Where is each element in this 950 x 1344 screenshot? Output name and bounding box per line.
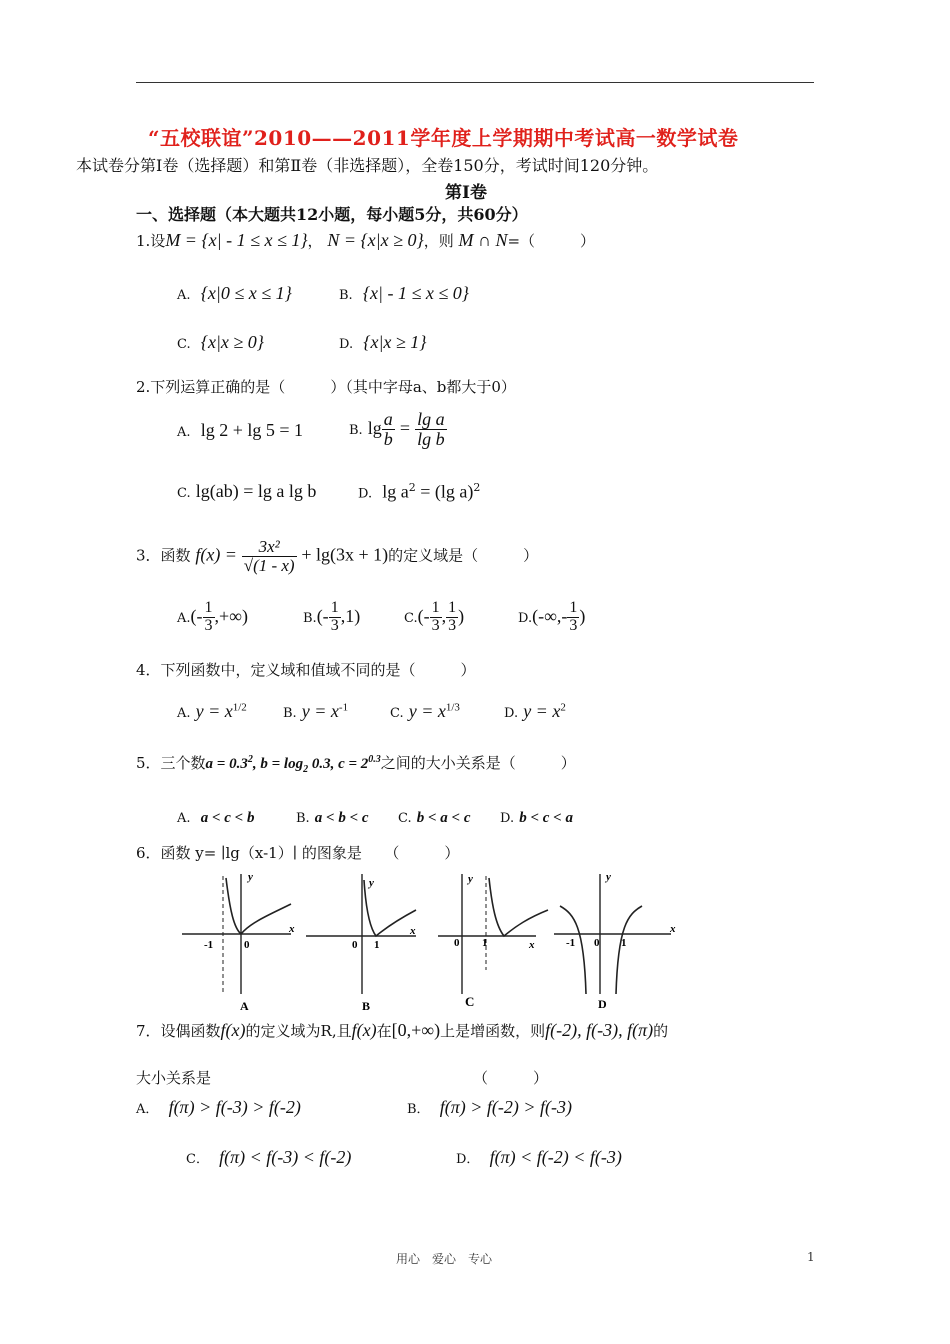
q2-option-d[interactable]: D. $\lg a^2 = (\lg$ a)$^2$ <box>358 481 481 502</box>
graph-c-tick-2: 1 <box>482 937 488 949</box>
graph-c-tick-1: 0 <box>454 937 460 949</box>
q7-option-b[interactable]: B． f(π) > f(-2) > f(-3) <box>407 1097 573 1117</box>
q3-option-b[interactable]: B.(- $\frac{1}{3}$ ,1) <box>303 599 361 634</box>
q7-option-d[interactable]: D． f(π) < f(-2) < f(-3) <box>456 1147 622 1167</box>
q4-option-a[interactable]: A. $y = x^{1/2}$ <box>177 701 247 721</box>
graph-a-y-label: y <box>248 871 253 883</box>
q5-stem: 5．三个数$a = 0.3^2$, $b = \log_2 0.3$, $c = 2^{0.3}$之间的大小关系是（ ） <box>136 754 576 775</box>
q7-answer-bracket: （ ） <box>473 1069 549 1087</box>
q6-graph-b[interactable] <box>306 874 416 1013</box>
graph-d-tick-1: -1 <box>566 937 576 949</box>
graph-c-x-label: x <box>529 939 535 951</box>
q3-option-c[interactable]: C.(- $\frac{1}{3}$ , $\frac{1}{3}$ ) <box>404 599 465 634</box>
graph-b-tick-2: 1 <box>374 939 380 951</box>
q5-option-a[interactable]: A. a < c < b <box>177 810 255 826</box>
q4-option-d[interactable]: D. $y = x^2$ <box>504 701 566 721</box>
q7-stem-line2: 大小关系是 <box>136 1069 212 1087</box>
q1-option-c[interactable]: C. {x|x ≥ 0} <box>177 332 264 352</box>
graph-a-tick-1: -1 <box>204 939 214 951</box>
q6-graph-a[interactable] <box>182 871 295 1013</box>
graph-c-label: C <box>465 994 475 1009</box>
graph-d-tick-3: 1 <box>621 937 627 949</box>
graph-d-y-label: y <box>606 871 611 883</box>
q7-option-c[interactable]: C． f(π) < f(-3) < f(-2) <box>186 1147 352 1167</box>
header-rule <box>136 82 814 83</box>
q1-option-d[interactable]: D. {x|x ≥ 1} <box>339 332 427 352</box>
q7-option-a[interactable]: A． f(π) > f(-3) > f(-2) <box>136 1097 301 1117</box>
graph-a-x-label: x <box>289 923 295 935</box>
q6-graph-c[interactable] <box>438 873 548 1009</box>
q3-option-d[interactable]: D.(-∞,- $\frac{1}{3}$ ) <box>518 599 586 634</box>
q4-option-b[interactable]: B. $y = x^{-1}$ <box>283 701 349 721</box>
exam-title: “五校联谊”2010——2011学年度上学期期中考试高一数学试卷 <box>148 126 739 150</box>
graph-d-x-label: x <box>670 923 676 935</box>
q3-option-a[interactable]: A.(- $\frac{1}{3}$ ,+∞) <box>177 599 249 634</box>
page-number: 1 <box>807 1250 815 1264</box>
graph-a-tick-2: 0 <box>244 939 250 951</box>
q7-stem: 7．设偶函数f(x)的定义域为R,且f(x)在[0,+∞)上是增函数，则f(-2), f(-3), f(π)的 <box>136 1020 669 1040</box>
q6-graph-d[interactable] <box>554 871 676 1011</box>
q5-option-c[interactable]: C. b < a < c <box>398 810 471 826</box>
exam-intro: 本试卷分第Ⅰ卷（选择题）和第Ⅱ卷（非选择题），全卷150分，考试时间120分钟。 <box>76 156 659 175</box>
q2-stem: 2.下列运算正确的是（ ）（其中字母a、b都大于0） <box>136 378 516 396</box>
q5-option-b[interactable]: B. a < b < c <box>296 810 369 826</box>
q1-option-a[interactable]: A. {x|0 ≤ x ≤ 1} <box>177 283 292 303</box>
q4-stem: 4．下列函数中，定义域和值域不同的是（ ） <box>136 661 476 679</box>
q2-option-a[interactable]: A. lg 2 + lg 5 = 1 <box>177 420 304 440</box>
graph-c-y-label: y <box>468 873 473 885</box>
q1-stem: 1.设M = {x| - 1 ≤ x ≤ 1}， N = {x|x ≥ 0}，则 M ∩ N=（ ） <box>136 230 596 250</box>
q2-option-c[interactable]: C. lg(ab) = lg a lg b <box>177 481 317 501</box>
graph-b-tick-1: 0 <box>352 939 358 951</box>
graph-b-x-label: x <box>410 925 416 937</box>
q5-option-d[interactable]: D. b < c < a <box>500 810 573 826</box>
q3-stem: 3．函数 f(x) = $\frac{\text{3x²}}{√(1 - x)}$ + lg(3x + 1)的定义域是（ ） <box>136 537 539 575</box>
q1-option-b[interactable]: B. {x| - 1 ≤ x ≤ 0} <box>339 283 469 303</box>
q2-option-b[interactable]: B. lg $\frac{a}{b}$ = $\frac{\text{lg a}}{\text{lg b}}$ <box>349 409 445 449</box>
graph-d-tick-2: 0 <box>594 937 600 949</box>
graph-d-label: D <box>598 997 607 1011</box>
part-heading: 第Ⅰ卷 <box>445 183 487 203</box>
graph-b-label: B <box>362 999 371 1013</box>
graph-a-label: A <box>240 999 249 1013</box>
page-footer: 用心 爱心 专心 <box>396 1252 493 1266</box>
q6-graphs <box>176 866 686 1016</box>
graph-b-y-label: y <box>369 877 374 889</box>
q4-option-c[interactable]: C. $y = x^{1/3}$ <box>390 701 460 721</box>
q6-stem: 6．函数 y= ∣lg（x-1）∣ 的图象是 （ ） <box>136 844 460 862</box>
section-heading: 一、选择题（本大题共12小题，每小题5分，共60分） <box>136 205 528 224</box>
